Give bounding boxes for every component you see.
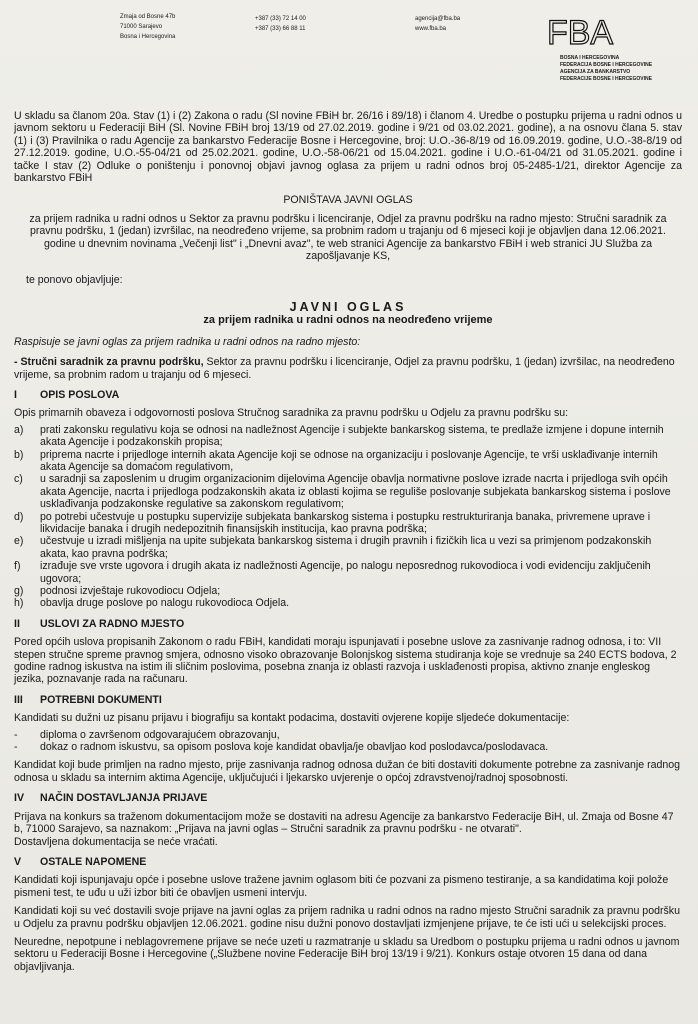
phone-line: +387 (33) 66 88 11 [255,26,306,32]
item-bullet: - [14,728,18,741]
header-address [120,12,175,42]
list-item [14,741,682,753]
delivery-note: Dostavljena dokumentacija se neće vraćati. [14,835,218,848]
list-item [14,597,682,609]
documents-note: Kandidat koji bude primljen na radno mjesto, prije zasnivanja radnog odnosa dužan će biti dostaviti dokumente potrebne za zasnivanje radnog odnosa u skladu sa internim aktima Agencije, uključujući i ljekarsko uvjerenje o općoj zdravstvenoj/radnoj sposobnosti. [14,759,681,784]
section-number: I [14,388,17,401]
list-item [14,560,682,585]
item-text: prati zakonsku regulativu koja se odnosi na nadležnost Agencije i subjekte bankarskog sistema, te predlaže izmjene i dopune internih akata Agencije i podzakonskih propisa; [40,423,664,449]
logo-text: FBA [546,14,614,50]
duties-list [14,424,682,610]
list-item [14,424,682,449]
item-text: podnosi izvještaje rukovodiocu Odjela; [40,585,221,597]
item-text: u saradnji sa zaposlenim u drugim organizacionim dijelovima Agencije obavlja normativne poslove izrade nacrta i prijedloga svih općih akata Agencije, nacrta i prijedloga podzakonskih akata iz oblasti kojima se reguliše poslovanje subjekata bankarskog sistema i poslove usklađivanja podzakonske regulative sa zakonskom regulativom; [40,473,671,511]
list-item [14,449,682,474]
section-heading-3 [14,694,682,706]
item-text: priprema nacrte i prijedloge internih akata Agencije koji se odnose na organizaciju i poslovanje Agencije, te vrši usklađivanje internih akata Agencije sa domaćom regulativom, [40,448,658,473]
note-paragraph: Kandidati koji ispunjavaju opće i posebne uslove tražene javnim oglasom biti će pozvani za pismeno testiranje, a sa kandidatima koji polože pismeni test, te uđu u uži izbor biti će obavljen usmeni intervju. [14,874,669,899]
section-title: USLOVI ZA RADNO MJESTO [40,617,185,630]
section-heading-2 [14,618,682,630]
item-letter: g) [14,585,24,597]
item-letter: e) [14,535,24,548]
conditions-paragraph: Pored općih uslova propisanih Zakonom o radu FBiH, kandidati moraju ispunjavati i posebne uslove za zasnivanje radnog odnosa, i to: VII stepen stručne spreme pravnog smjera, odnosno visoko obrazovanje Bolonjskog sistema studiranja koje se vrednuje sa 240 ECTS bodova, 2 godine radnog iskustva na istim ili sličnim poslovima, posebna znanja iz oblasti razvoja i usklađenosti propisa, aktivno znanje engleskog jezika, poznavanje rada na računaru. [14,636,677,686]
agency-line: FEDERACIJE BOSNE I HERCEGOVINE [560,76,652,82]
item-text: po potrebi učestvuje u postupku supervizije subjekata bankarskog sistema i postupku restrukturiranja banaka, privremene uprave i likvidacije banaka i drugih nedepozitnih finansijskih institucija, kao pravna podrška; [40,510,651,535]
position-details: Sektor za pravnu podršku i licenciranje, Odjel za pravnu podršku, 1 (jedan) izvršilac, na neodređeno vrijeme, sa probnim radom u trajanju od 6 mjeseci. [14,356,675,381]
fba-logo [545,12,615,50]
section-number: V [14,855,22,868]
item-letter: f) [14,560,21,573]
item-letter: a) [14,423,24,436]
address-line: Zmaja od Bosne 47b [120,14,176,20]
section-heading-4 [14,792,682,804]
section-number: III [14,693,23,706]
agency-line: BOSNA I HERCEGOVINA [560,55,620,61]
item-bullet: - [14,741,18,754]
section-title: NAČIN DOSTAVLJANJA PRIJAVE [40,792,208,805]
item-text: učestvuje u izradi mišljenja na upite subjekata bankarskog sistema i drugih pravnih i fizičkih lica u vezi sa primjenom podzakonskih akata, kao pravna podrška; [40,535,652,560]
document-body [14,110,682,973]
email-line: agencija@fba.ba [415,16,461,22]
address-line: 71000 Sarajevo [120,24,163,30]
web-line: www.fba.ba [415,26,447,32]
delivery-paragraph: Prijava na konkurs sa traženom dokumentacijom može se dostaviti na adresu Agencije za bankarstvo Federacije BiH, ul. Zmaja od Bosne 47 b, 71000 Sarajevo, sa naznakom: „Prijava na javni oglas – Stručni saradnik za pravnu podršku - ne otvarati". [14,810,674,836]
agency-line: AGENCIJA ZA BANKARSTVO [560,69,631,75]
item-letter: b) [14,448,24,461]
raspisuje-line: Raspisuje se javni oglas za prijem radnika u radni odnos na radno mjesto: [14,335,361,348]
list-item [14,535,682,560]
cancel-title: PONIŠTAVA JAVNI OGLAS [283,194,413,207]
item-text: obavlja druge poslove po nalogu rukovodioca Odjela. [40,597,290,610]
item-letter: d) [14,510,24,523]
item-letter: c) [14,473,23,486]
header-contact [415,14,460,34]
cancel-paragraph: za prijem radnika u radni odnos u Sektor za pravnu podršku i licenciranje, Odjel za pravnu podršku na radno mjesto: Stručni saradnik za pravnu podršku, 1 (jedan) izvršilac, na neodređeno vrijeme, sa probnim radom u trajanju od 6 mjeseci koji je objavljen dana 12.06.2021. godine u dnevnim novinama „Večenji list" i „Dnevni avaz", te web stranici Agencije za bankarstvo FBiH i web stranici JU Služba za zapošljavanje KS, [29,212,667,263]
oglas-title: JAVNI OGLAS [289,299,407,314]
note-paragraph: Neuredne, nepotpune i neblagovremene prijave se neće uzeti u razmatranje u skladu sa Uredbom o postupku prijema u radni odnos u javnom sektoru u Federaciji Bosne i Hercegovine („Službene novine Federacije BiH broj 13/19 i 9/21). Konkurs ostaje otvoren 15 dana od dana objavljivanja. [14,935,680,973]
section-heading-1 [14,389,682,401]
item-letter: h) [14,597,24,610]
position-paragraph [14,356,682,381]
item-text: diploma o završenom odgovarajućem obrazovanju, [40,728,280,741]
documents-list [14,729,682,754]
list-item [14,585,682,597]
item-text: dokaz o radnom iskustvu, sa opisom poslova koje kandidat obavlja/je obavljao kod poslodavca/poslodavaca. [40,741,549,754]
list-item [14,511,682,536]
documents-intro: Kandidati su dužni uz pisanu prijavu i biografiju sa kontakt podacima, dostaviti ovjerene kopije sljedeće dokumentacije: [14,712,570,725]
section-title: OSTALE NAPOMENE [40,855,147,868]
duties-intro: Opis primarnih obaveza i odgovornosti poslova Stručnog saradnika za pravnu podršku u Odjelu za pravnu podršku su: [14,407,569,420]
section-number: IV [14,792,25,805]
list-item [14,473,682,510]
agency-line: FEDERACIJA BOSNE I HERCEGOVINE [560,62,653,68]
section-heading-5 [14,856,682,868]
section-title: OPIS POSLOVA [40,388,120,401]
section-number: II [14,617,20,630]
phone-line: +387 (33) 72 14 00 [255,16,306,22]
oglas-subtitle: za prijem radnika u radni odnos na neodređeno vrijeme [203,314,493,327]
item-text: izrađuje sve vrste ugovora i drugih akata iz nadležnosti Agencije, po nalogu neposrednog rukovodioca i vodi evidenciju zaključenih ugovora; [40,560,651,585]
address-line: Bosna i Hercegovina [120,34,176,40]
list-item [14,729,682,741]
position-name: - Stručni saradnik za pravnu podršku, [14,356,204,369]
agency-name [560,55,652,83]
section-title: POTREBNI DOKUMENTI [40,693,162,706]
intro-paragraph: U skladu sa članom 20a. Stav (1) i (2) Zakona o radu (Sl novine FBiH br. 26/16 i 89/18) i članom 4. Uredbe o postupku prijema u radni odnos u javnom sektoru u Federaciji BiH (Sl. Novine FBiH broj 13/19 od 27.02.2019. godine i 9/21 od 03.02.2021. godine), a na osnovu člana 5. stav (1) i (3) Pravilnika o radu Agencije za bankarstvo Federacije Bosne i Hercegovine, broj: U.O.-36-8/19 od 16.09.2019. godine, U.O.-38-8/19 od 27.12.2019. godine, U.O.-55-04/21 od 25.02.2021. godine, U.O.-58-06/21 od 15.04.2021. godine i U.O.-61-04/21 od 31.05.2021. godine i tačke I stav (2) Odluke o poništenju i ponovnoj objavi javnog oglasa za prijem u radni odnos broj 05-2485-1/21, direktor Agencije za bankarstvo FBiH [14,110,682,185]
note-paragraph: Kandidati koji su već dostavili svoje prijave na javni oglas za prijem radnika u radni odnos na radno mjesto Stručni saradnik za pravnu podršku u Odjelu za pravnu podršku objavljen 12.06.2021. godine nisu dužni ponovo dostavljati izmjenjene prijave, te će isti ući u selekcijski proces. [14,905,680,930]
header-phones [255,14,306,34]
republish-line: te ponovo objavljuje: [26,274,123,287]
